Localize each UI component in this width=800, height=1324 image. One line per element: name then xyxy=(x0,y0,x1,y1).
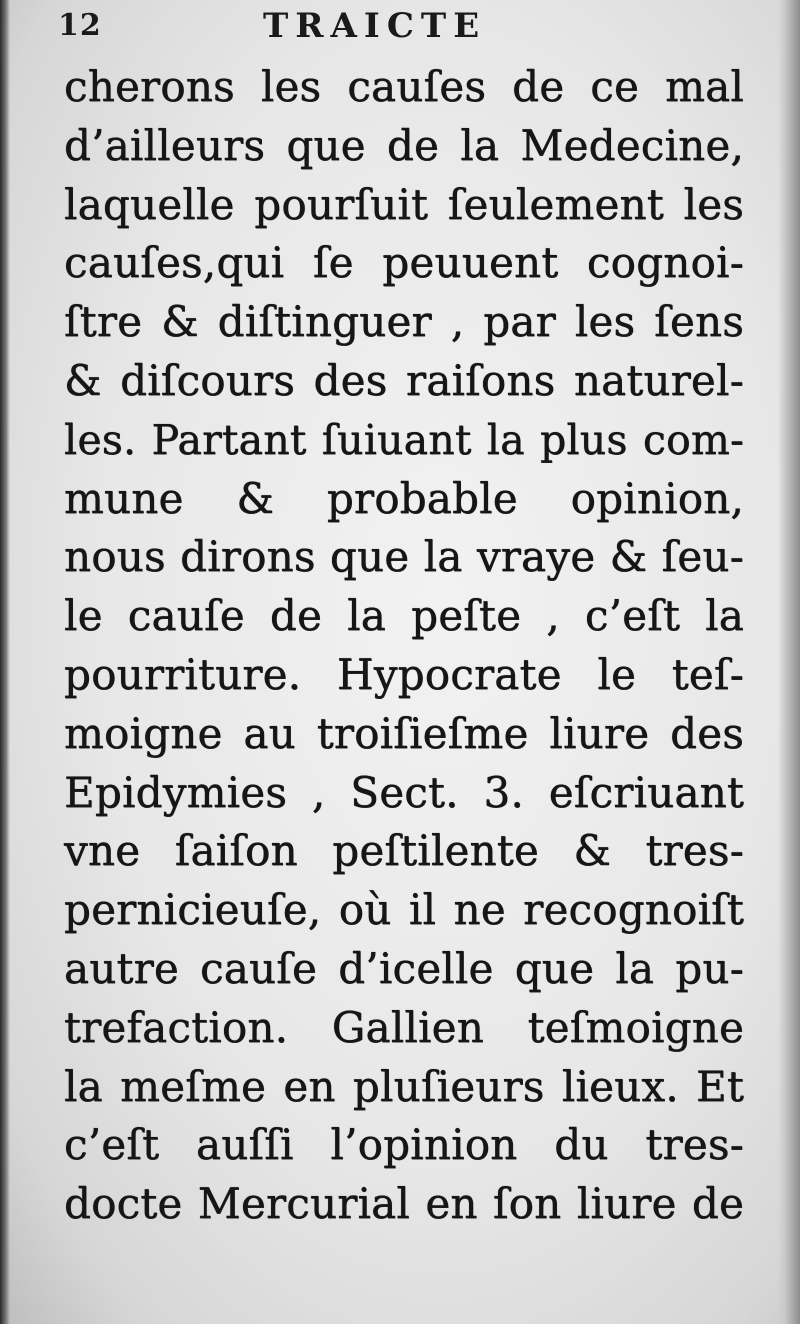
text-line: trefaction. Gallien teſmoigne xyxy=(64,1002,744,1052)
text-line: pourriture. Hypocrate le teſ- xyxy=(64,649,744,699)
text-line: c’eſt auſſi l’opinion du tres- xyxy=(64,1120,744,1170)
text-line: cherons les cauſes de ce mal xyxy=(64,62,744,111)
running-head xyxy=(58,6,758,46)
text-line: Epidymies , Sect. 3. eſcriuant xyxy=(64,767,744,817)
text-line: laquelle pourſuit ſeulement les xyxy=(64,179,744,229)
page-right-edge xyxy=(778,0,800,1324)
text-line: pernicieuſe, où il ne recognoiſt xyxy=(64,885,744,935)
text-line: la meſme en pluſieurs lieux. Et xyxy=(64,1061,744,1111)
text-line: autre cauſe d’icelle que la pu- xyxy=(64,943,744,993)
text-line: vne ſaiſon peſtilente & tres- xyxy=(64,826,744,876)
text-line: nous dirons que la vraye & ſeu- xyxy=(64,532,744,582)
text-line: moigne au troiſieſme liure des xyxy=(64,708,744,758)
text-line: docte Mercurial en ſon liure de xyxy=(64,1179,744,1229)
text-line: le cauſe de la peſte , c’eſt la xyxy=(64,591,744,641)
text-line: les. Partant ſuiuant la plus com- xyxy=(64,415,744,464)
page-number: 12 xyxy=(58,8,102,43)
text-line: ſtre & diſtinguer , par les ſens xyxy=(64,297,744,347)
text-line: mune & probable opinion, xyxy=(64,473,744,523)
body-text xyxy=(64,58,744,1234)
text-line: & diſcours des raiſons naturel- xyxy=(64,355,744,405)
text-line: d’ailleurs que de la Medecine, xyxy=(64,120,744,170)
running-title: TRAICTE xyxy=(263,6,487,46)
binding-edge xyxy=(0,0,10,1324)
text-line: cauſes,qui ſe peuuent cognoi- xyxy=(64,238,744,288)
